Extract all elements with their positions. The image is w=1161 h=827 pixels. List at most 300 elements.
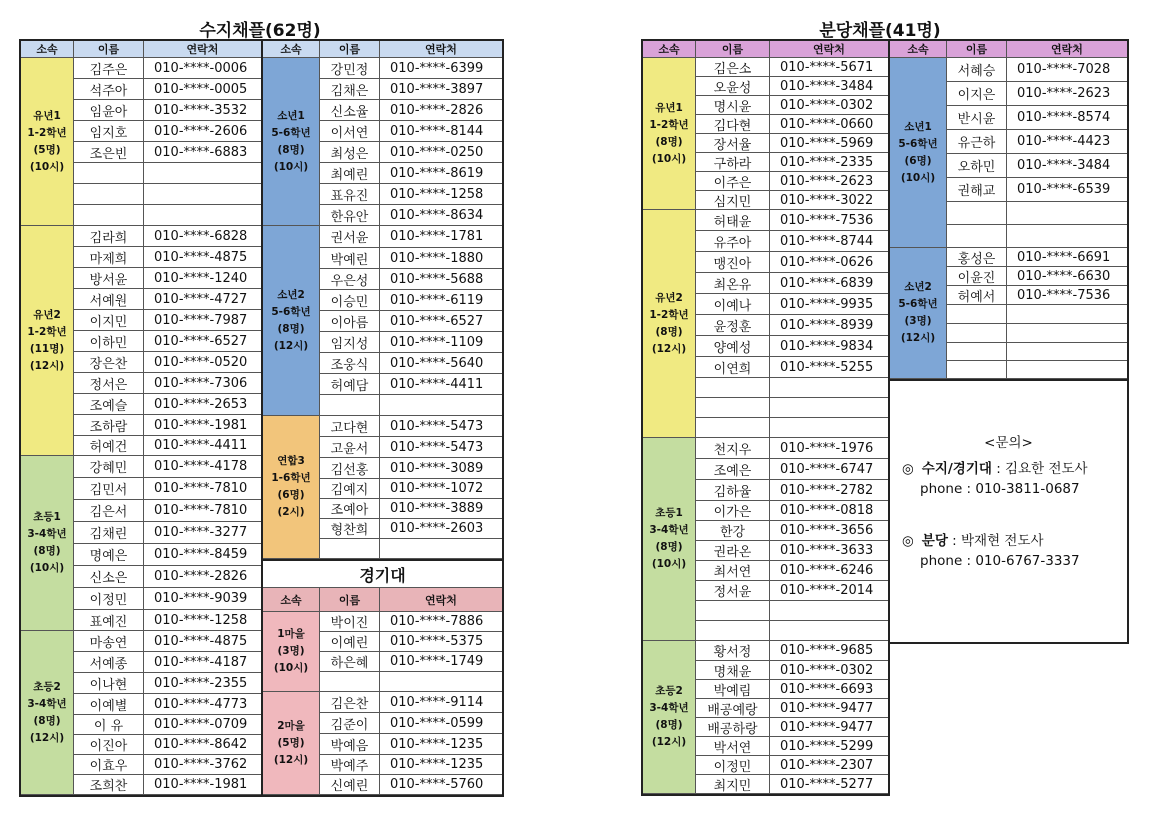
group-label [890, 58, 947, 248]
group-label-text: 유년1 1-2학년 (5명) (10시) [27, 109, 67, 173]
phone-cell: 010-****-6828 [154, 228, 248, 244]
table-row [696, 501, 888, 521]
table-row [74, 205, 261, 226]
phone-cell: 010-****-5640 [390, 355, 484, 371]
phone-cell: 010-****-5255 [780, 359, 874, 375]
name-cell: 황서정 [696, 641, 770, 660]
name-cell: 표예진 [74, 610, 144, 630]
column-header: 이름 [74, 41, 144, 58]
table-row [320, 672, 502, 692]
name-cell [74, 163, 144, 183]
phone-cell [1007, 305, 1127, 323]
name-cell: 박서연 [696, 737, 770, 755]
table-row [320, 713, 502, 734]
name-cell [947, 305, 1007, 323]
group-label [21, 631, 74, 795]
name-cell: 조예아 [320, 499, 380, 518]
table-row [74, 331, 261, 352]
phone-cell: 010-****-1240 [154, 270, 248, 286]
name-cell: 홍성은 [947, 248, 1007, 266]
name-cell: 표유진 [320, 184, 380, 204]
table-row [74, 163, 261, 184]
table-row [74, 775, 261, 795]
inquiry-text-1: : 김요한 전도사 [996, 461, 1088, 477]
gyeonggi-body [263, 588, 502, 795]
table-row [947, 343, 1127, 361]
name-cell [74, 205, 144, 225]
name-cell: 조하람 [74, 415, 144, 435]
name-cell [74, 184, 144, 204]
table-row [947, 225, 1127, 248]
table-row [696, 661, 888, 680]
table-row [696, 581, 888, 601]
phone-cell: 010-****-2603 [390, 521, 484, 536]
phone-cell [380, 672, 502, 691]
table-row [74, 268, 261, 289]
phone-cell: 010-****-6399 [390, 60, 484, 76]
name-cell: 마제희 [74, 247, 144, 267]
name-cell: 김채은 [320, 79, 380, 99]
name-cell: 이연희 [696, 357, 770, 377]
phone-cell: 010-****-3277 [154, 525, 248, 540]
table-row [320, 269, 502, 290]
phone-cell: 010-****-9477 [780, 700, 874, 716]
name-cell: 우은성 [320, 269, 380, 289]
table-row [696, 273, 888, 294]
name-cell: 박예린 [320, 248, 380, 268]
table-row [696, 699, 888, 718]
table-row [947, 178, 1127, 202]
phone-cell: 010-****-1109 [390, 334, 484, 350]
gyeonggi-title: 경기대 [263, 561, 502, 588]
phone-cell: 010-****-6693 [780, 681, 874, 697]
table-row [696, 58, 888, 77]
name-cell: 석주아 [74, 79, 144, 99]
name-cell: 하은혜 [320, 652, 380, 671]
table-row [320, 416, 502, 437]
table-row [320, 499, 502, 519]
table-row [696, 115, 888, 134]
column-header: 이름 [947, 41, 1007, 58]
group-label [263, 226, 320, 416]
name-cell: 배공하랑 [696, 718, 770, 736]
name-cell: 이 유 [74, 715, 144, 734]
name-cell: 이정민 [696, 756, 770, 774]
table-row [74, 673, 261, 694]
group-label [263, 612, 320, 692]
suji-title: 수지채플(62명) [199, 21, 321, 41]
phone-cell: 010-****-6630 [1017, 268, 1111, 284]
phone-cell: 010-****-7987 [154, 312, 248, 328]
table-row [74, 100, 261, 121]
phone-cell: 010-****-7306 [154, 375, 248, 391]
table-row [74, 735, 261, 755]
bundang-left-table [641, 39, 890, 796]
table-row [320, 755, 502, 775]
name-cell: 방서윤 [74, 268, 144, 288]
table-row [696, 680, 888, 699]
phone-cell: 010-****-0006 [154, 60, 248, 76]
group-label-text: 초등2 3-4학년 (8명) (12시) [649, 685, 689, 748]
group-label-text: 유년2 1-2학년 (11명) (12시) [27, 308, 67, 372]
name-cell: 천지우 [696, 438, 770, 458]
phone-cell: 010-****-1976 [780, 440, 874, 456]
phone-cell: 010-****-1235 [390, 757, 484, 772]
group-label-text: 1마을 (3명) (10시) [273, 628, 309, 674]
table-row [320, 290, 502, 311]
name-cell [696, 398, 770, 417]
name-cell: 맹진아 [696, 252, 770, 272]
table-row [696, 134, 888, 153]
phone-cell: 010-****-5277 [780, 776, 874, 792]
name-cell [696, 621, 770, 640]
inquiry-label-1: 수지/경기대 [921, 461, 992, 477]
name-cell: 임윤아 [74, 100, 144, 120]
phone-cell: 010-****-6527 [390, 313, 484, 329]
phone-cell: 010-****-8619 [390, 165, 484, 181]
name-cell: 고다현 [320, 416, 380, 436]
name-cell: 장은찬 [74, 352, 144, 372]
table-row [320, 332, 502, 353]
name-cell: 강민정 [320, 58, 380, 78]
phone-cell: 010-****-5375 [390, 634, 484, 649]
phone-cell: 010-****-0302 [780, 97, 874, 113]
name-cell: 이정민 [74, 588, 144, 609]
phone-cell: 010-****-9039 [154, 591, 248, 606]
phone-cell: 010-****-4727 [154, 291, 248, 307]
phone-cell: 010-****-3762 [154, 757, 248, 772]
group-label [21, 226, 74, 456]
table-row [696, 621, 888, 641]
phone-cell: 010-****-7810 [154, 503, 248, 518]
phone-cell: 010-****-2623 [780, 173, 874, 189]
name-cell [947, 361, 1007, 378]
column-header: 소속 [21, 41, 74, 58]
phone-cell: 010-****-3889 [390, 501, 484, 516]
name-cell: 구하라 [696, 153, 770, 171]
table-row [947, 267, 1127, 286]
table-row [74, 478, 261, 500]
group-label [643, 210, 696, 438]
name-cell: 배공예랑 [696, 699, 770, 717]
phone-cell: 010-****-3656 [780, 523, 874, 538]
phone-cell [144, 184, 261, 204]
phone-cell: 010-****-8642 [154, 737, 248, 752]
column-header: 이름 [320, 588, 380, 612]
table-row [696, 172, 888, 191]
column-header: 연락처 [144, 41, 261, 58]
phone-cell: 010-****-1258 [390, 186, 484, 202]
table-row [74, 415, 261, 436]
name-cell: 명예은 [74, 544, 144, 565]
name-cell [947, 202, 1007, 224]
name-cell: 권해교 [947, 178, 1007, 201]
circle-bullet-icon: ◎ [902, 461, 914, 477]
table-row [74, 652, 261, 673]
phone-cell: 010-****-5299 [780, 738, 874, 754]
name-cell: 이승민 [320, 290, 380, 310]
table-row [696, 718, 888, 737]
table-row [696, 398, 888, 418]
group-label [263, 58, 320, 226]
phone-cell: 010-****-3022 [780, 192, 874, 208]
table-row [74, 352, 261, 373]
name-cell: 신예린 [320, 775, 380, 794]
phone-cell: 010-****-1981 [154, 417, 248, 433]
phone-cell: 010-****-0005 [154, 81, 248, 97]
name-cell: 임지호 [74, 121, 144, 141]
table-row [74, 310, 261, 331]
table-row [74, 226, 261, 247]
phone-cell: 010-****-6883 [154, 144, 248, 160]
name-cell: 이주은 [696, 172, 770, 190]
phone-cell: 010-****-8144 [390, 123, 484, 139]
phone-cell: 010-****-0709 [154, 717, 248, 732]
phone-cell: 010-****-6527 [154, 333, 248, 349]
table-row [74, 610, 261, 631]
group-label [263, 416, 320, 559]
table-row [74, 58, 261, 79]
group-label-text: 초등1 3-4학년 (8명) (10시) [649, 507, 689, 570]
inquiry-box [888, 379, 1129, 644]
name-cell: 조예슬 [74, 394, 144, 414]
name-cell: 신소율 [320, 100, 380, 120]
phone-cell: 010-****-7028 [1017, 62, 1111, 77]
group-label [643, 438, 696, 641]
table-row [74, 566, 261, 588]
name-cell: 권서윤 [320, 226, 380, 247]
phone-cell: 010-****-7536 [780, 212, 874, 228]
table-row [947, 305, 1127, 324]
name-cell: 박이진 [320, 612, 380, 631]
table-row [320, 205, 502, 226]
column-header: 연락처 [770, 41, 888, 58]
phone-cell: 010-****-3633 [780, 543, 874, 558]
name-cell: 허태윤 [696, 210, 770, 230]
name-cell: 이지민 [74, 310, 144, 330]
inquiry-phone-1: phone : 010-3811-0687 [920, 481, 1080, 497]
phone-cell: 010-****-2826 [154, 569, 248, 584]
name-cell: 정서은 [74, 373, 144, 393]
table-row [320, 692, 502, 713]
phone-cell: 010-****-2335 [780, 154, 874, 170]
name-cell: 윤정훈 [696, 315, 770, 335]
column-header: 연락처 [1007, 41, 1127, 58]
phone-cell: 010-****-4773 [154, 696, 248, 712]
table-row [696, 210, 888, 231]
name-cell: 김은서 [74, 500, 144, 521]
phone-cell: 010-****-8459 [154, 547, 248, 562]
name-cell: 허예건 [74, 436, 144, 455]
name-cell: 오하민 [947, 154, 1007, 177]
inquiry-text-2: : 박재현 전도사 [952, 533, 1044, 549]
table-row [696, 336, 888, 357]
phone-cell [1007, 225, 1127, 247]
phone-cell: 010-****-0599 [390, 715, 484, 731]
name-cell: 이가은 [696, 501, 770, 520]
group-label [263, 692, 320, 795]
name-cell: 최예린 [320, 163, 380, 183]
table-row [320, 458, 502, 479]
phone-cell: 010-****-1749 [390, 654, 484, 669]
phone-cell: 010-****-4875 [154, 249, 248, 265]
column-header: 소속 [263, 41, 320, 58]
name-cell: 허예담 [320, 374, 380, 394]
phone-cell [1007, 361, 1127, 378]
phone-cell [770, 418, 888, 437]
table-row [947, 106, 1127, 130]
name-cell: 유주아 [696, 231, 770, 251]
phone-cell: 010-****-1880 [390, 250, 484, 266]
table-row [74, 500, 261, 522]
table-row [74, 436, 261, 456]
name-cell: 이아름 [320, 311, 380, 331]
phone-cell: 010-****-2826 [390, 102, 484, 118]
name-cell [947, 343, 1007, 360]
phone-cell: 010-****-0302 [780, 662, 874, 678]
phone-cell: 010-****-9685 [780, 643, 874, 658]
name-cell: 김라희 [74, 226, 144, 246]
table-row [696, 641, 888, 661]
phone-cell: 010-****-9834 [780, 338, 874, 354]
suji-right-table [261, 39, 504, 561]
name-cell: 최성은 [320, 142, 380, 162]
table-row [320, 353, 502, 374]
name-cell: 명시윤 [696, 96, 770, 114]
gyeonggi-table [261, 559, 504, 797]
name-cell [696, 418, 770, 437]
table-row [696, 231, 888, 252]
table-row [74, 522, 261, 544]
table-row [696, 191, 888, 210]
table-row [74, 79, 261, 100]
table-row [74, 184, 261, 205]
table-row [696, 153, 888, 172]
table-row [696, 737, 888, 756]
table-row [947, 361, 1127, 379]
phone-cell: 010-****-2623 [1017, 86, 1111, 101]
group-label-text: 초등2 3-4학년 (8명) (12시) [27, 680, 67, 744]
column-header: 소속 [263, 588, 320, 612]
table-row [696, 438, 888, 459]
phone-cell: 010-****-5969 [780, 135, 874, 151]
table-row [74, 588, 261, 610]
phone-cell: 010-****-1258 [154, 612, 248, 628]
phone-cell [1007, 324, 1127, 342]
table-row [74, 755, 261, 775]
phone-cell: 010-****-1781 [390, 229, 484, 244]
table-row [74, 121, 261, 142]
name-cell: 권라온 [696, 541, 770, 560]
phone-cell [770, 601, 888, 620]
name-cell: 명채윤 [696, 661, 770, 679]
name-cell: 강혜민 [74, 456, 144, 477]
phone-cell: 010-****-1981 [154, 777, 248, 792]
table-row [320, 248, 502, 269]
table-row [320, 479, 502, 499]
group-label-text: 2마을 (5명) (12시) [273, 719, 309, 766]
name-cell: 심지민 [696, 191, 770, 209]
phone-cell: 010-****-2014 [780, 583, 874, 598]
name-cell: 이지은 [947, 82, 1007, 105]
table-row [696, 96, 888, 115]
phone-cell: 010-****-5473 [390, 439, 484, 455]
phone-cell: 010-****-1235 [390, 736, 484, 752]
phone-cell: 010-****-0520 [154, 354, 248, 370]
phone-cell: 010-****-2653 [154, 396, 248, 412]
table-row [947, 130, 1127, 154]
table-row [320, 632, 502, 652]
name-cell: 김하율 [696, 480, 770, 500]
group-label [21, 456, 74, 631]
phone-cell: 010-****-3897 [390, 81, 484, 97]
table-row [74, 544, 261, 566]
name-cell: 이진아 [74, 735, 144, 754]
phone-cell [770, 398, 888, 417]
phone-cell: 010-****-5473 [390, 418, 484, 434]
bundang-right-table [888, 39, 1129, 381]
name-cell: 조은빈 [74, 142, 144, 162]
name-cell [696, 378, 770, 397]
group-label [890, 248, 947, 379]
inquiry-contact-1 [902, 457, 1088, 477]
name-cell: 형찬희 [320, 519, 380, 538]
phone-cell: 010-****-9477 [780, 719, 874, 735]
table-row [74, 456, 261, 478]
name-cell: 이예린 [320, 632, 380, 651]
phone-cell: 010-****-9114 [390, 694, 484, 710]
group-label [643, 58, 696, 210]
phone-cell: 010-****-4187 [154, 654, 248, 670]
group-label-text: 연합3 1-6학년 (6명) (2시) [271, 455, 311, 518]
table-row [696, 756, 888, 775]
phone-cell: 010-****-4423 [1017, 134, 1111, 149]
name-cell: 서혜승 [947, 58, 1007, 81]
name-cell [320, 539, 380, 558]
name-cell [320, 395, 380, 415]
table-row [320, 519, 502, 539]
name-cell: 한유안 [320, 205, 380, 225]
table-row [320, 652, 502, 672]
table-row [696, 521, 888, 541]
name-cell: 박예림 [696, 680, 770, 698]
name-cell: 김은찬 [320, 692, 380, 712]
group-label [643, 641, 696, 794]
phone-cell: 010-****-1072 [390, 481, 484, 496]
name-cell: 김은소 [696, 58, 770, 76]
phone-cell [1007, 202, 1127, 224]
column-header: 소속 [643, 41, 696, 58]
name-cell: 김민서 [74, 478, 144, 499]
table-row [320, 142, 502, 163]
name-cell: 허예서 [947, 286, 1007, 304]
name-cell: 유근하 [947, 130, 1007, 153]
column-header: 연락처 [380, 41, 502, 58]
table-row [947, 154, 1127, 178]
name-cell: 이서연 [320, 121, 380, 141]
phone-cell: 010-****-5760 [390, 777, 484, 792]
phone-cell [770, 378, 888, 397]
phone-cell: 010-****-0250 [390, 144, 484, 160]
phone-cell [380, 539, 502, 558]
phone-cell: 010-****-3532 [154, 102, 248, 118]
table-row [320, 311, 502, 332]
table-row [320, 79, 502, 100]
table-row [74, 373, 261, 394]
name-cell: 김주은 [74, 58, 144, 78]
table-row [696, 541, 888, 561]
phone-cell: 010-****-3484 [780, 78, 874, 94]
